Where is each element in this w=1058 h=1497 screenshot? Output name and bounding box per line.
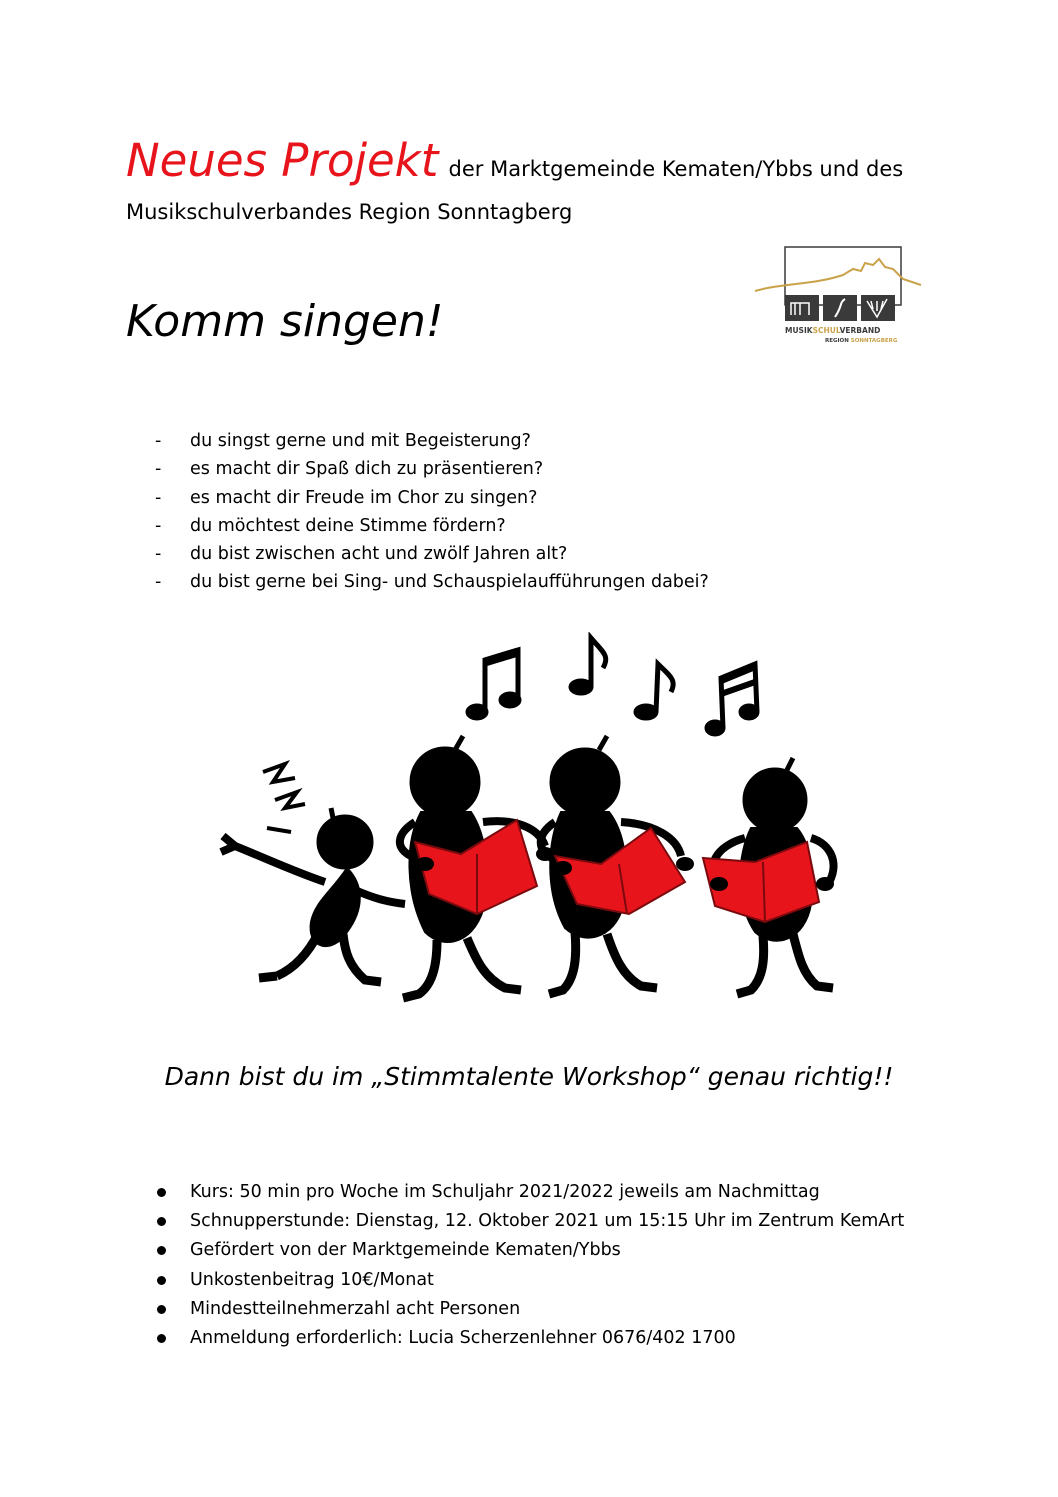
- music-note-icon: [634, 664, 673, 720]
- list-item: - du singst gerne und mit Begeisterung?: [155, 427, 709, 455]
- project-label: Neues Projekt: [126, 134, 439, 187]
- music-note-icon: [569, 638, 606, 695]
- bullet-icon: [157, 1246, 166, 1255]
- bullet-icon: [157, 1276, 166, 1285]
- list-item: - du bist zwischen acht und zwölf Jahren alt?: [155, 540, 709, 568]
- musikschulverband-logo: [753, 245, 923, 345]
- tagline: Dann bist du im „Stimmtalente Workshop“ genau richtig!!: [164, 1062, 894, 1091]
- list-item: - du möchtest deine Stimme fördern?: [155, 512, 709, 540]
- dash-marker: -: [155, 431, 162, 451]
- dash-marker: -: [155, 544, 162, 565]
- headline-second-line: Musikschulverbandes Region Sonntagberg: [126, 200, 573, 224]
- music-note-icon: [705, 664, 759, 736]
- dash-marker: -: [155, 487, 162, 508]
- list-item: Gefördert von der Marktgemeinde Kematen/Ybbs: [155, 1236, 904, 1265]
- page-title: Komm singen!: [126, 296, 444, 347]
- list-item: Unkostenbeitrag 10€/Monat: [155, 1266, 904, 1295]
- headline-rest: der Marktgemeinde Kematen/Ybbs und des: [448, 157, 904, 181]
- dash-marker: -: [155, 515, 162, 536]
- list-item: Kurs: 50 min pro Woche im Schuljahr 2021/2022 jeweils am Nachmittag: [155, 1178, 904, 1207]
- headline: [126, 134, 946, 187]
- logo-line2: REGION SONNTAGBERG: [825, 338, 898, 344]
- music-note-icon: [466, 650, 521, 720]
- bullet-icon: [157, 1188, 166, 1197]
- logo-line1: MUSIKSCHULVERBAND: [785, 326, 881, 335]
- bullet-icon: [157, 1305, 166, 1314]
- list-item: - es macht dir Spaß dich zu präsentieren?: [155, 455, 709, 483]
- list-item: Schnupperstunde: Dienstag, 12. Oktober 2021 um 15:15 Uhr im Zentrum KemArt: [155, 1207, 904, 1236]
- dash-marker: -: [155, 572, 162, 593]
- dash-marker: -: [155, 459, 162, 480]
- list-item: Mindestteilnehmerzahl acht Personen: [155, 1295, 904, 1324]
- question-list: [155, 427, 709, 597]
- details-list: [155, 1178, 904, 1353]
- list-item: - du bist gerne bei Sing- und Schauspielaufführungen dabei?: [155, 568, 709, 596]
- bullet-icon: [157, 1217, 166, 1226]
- bullet-icon: [157, 1334, 166, 1343]
- list-item: - es macht dir Freude im Chor zu singen?: [155, 484, 709, 512]
- choir-singers-icon: [215, 632, 845, 1007]
- list-item: Anmeldung erforderlich: Lucia Scherzenlehner 0676/402 1700: [155, 1324, 904, 1353]
